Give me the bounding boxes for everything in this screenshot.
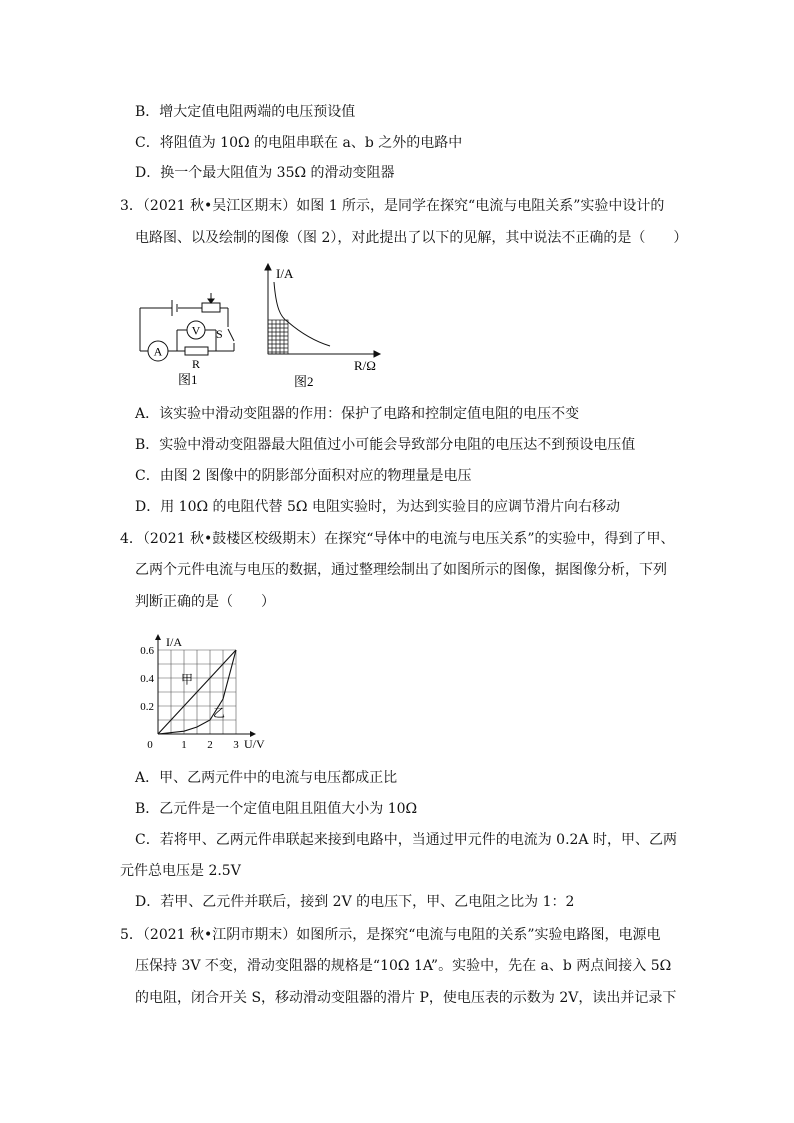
resistor-label: R: [192, 357, 201, 371]
q4-option-b: B．乙元件是一个定值电阻且阻值大小为 10Ω: [135, 801, 418, 817]
q5-stem-line1: 5．（2021 秋•江阴市期末）如图所示，是探究“电流与电阻的关系”实验电路图，电源电: [120, 927, 661, 943]
switch-lever: [228, 329, 234, 341]
q3-option-c: C．由图 2 图像中的阴影部分面积对应的物理量是电压: [135, 468, 472, 484]
q3-stem-line2: 电路图、以及绘制的图像（图 2），对此提出了以下的见解，其中说法不正确的是（ ）: [135, 230, 688, 246]
rheostat: [202, 303, 220, 312]
q4-iu-chart: [138, 622, 278, 752]
y-axis-arrow: [155, 634, 161, 640]
q3-option-b: B．实验中滑动变阻器最大阻值过小可能会导致部分电阻的电压达不到预设电压值: [135, 437, 636, 453]
resistor-r: [185, 347, 208, 355]
q3-figure2-graph: [262, 262, 387, 390]
figure2-y-label: I/A: [276, 266, 294, 281]
series-label-jia: 甲: [181, 672, 194, 687]
x-axis-label: U/V: [244, 737, 265, 751]
x-tick-label: 1: [181, 739, 187, 751]
shaded-area: [268, 320, 288, 354]
series-label-yi: 乙: [213, 706, 226, 721]
figure1-caption: 图1: [178, 372, 198, 387]
q4-stem-line2: 乙两个元件电流与电压的数据，通过整理绘制出了如图所示的图像，据图像分析，下列: [135, 562, 667, 578]
q4-option-d: D．若甲、乙元件并联后，接到 2V 的电压下，甲、乙电阻之比为 1：2: [135, 894, 575, 910]
y-tick-label: 0.4: [140, 673, 154, 685]
q3-figure1-circuit: [130, 285, 250, 390]
q5-stem-line3: 的电阻，闭合开关 S，移动滑动变阻器的滑片 P，使电压表的示数为 2V，读出并记录下: [135, 990, 677, 1006]
figure2-x-label: R/Ω: [354, 358, 376, 373]
q3-option-a: A．该实验中滑动变阻器的作用：保护了电路和控制定值电阻的电压不变: [135, 406, 580, 422]
x-tick-label: 2: [207, 739, 213, 751]
q5-stem-line2: 压保持 3V 不变，滑动变阻器的规格是“10Ω 1A”。实验中，先在 a、b 两点间接入 5Ω: [135, 958, 672, 974]
i-r-curve: [274, 282, 330, 346]
x-tick-label: 0: [147, 739, 153, 751]
y-tick-label: 0.2: [140, 701, 154, 713]
y-axis-label: I/A: [166, 635, 182, 649]
q4-stem-line3: 判断正确的是（ ）: [135, 594, 275, 610]
q3-option-d: D．用 10Ω 的电阻代替 5Ω 电阻实验时，为达到实验目的应调节滑片向右移动: [135, 499, 620, 515]
switch-label: S: [216, 327, 223, 341]
figure2-caption: 图2: [294, 374, 314, 389]
q2-option-c: C．将阻值为 10Ω 的电阻串联在 a、b 之外的电路中: [135, 135, 463, 151]
voltmeter-label: V: [191, 323, 201, 338]
q4-option-a: A．甲、乙两元件中的电流与电压都成正比: [135, 770, 398, 786]
q3-stem-line1: 3．（2021 秋•吴江区期末）如图 1 所示，是同学在探究“电流与电阻关系”实验中设计的: [120, 198, 665, 214]
q2-option-d: D．换一个最大阻值为 35Ω 的滑动变阻器: [135, 165, 395, 181]
q2-option-b: B．增大定值电阻两端的电压预设值: [135, 104, 356, 120]
y-tick-label: 0.6: [140, 645, 154, 657]
q4-stem-line1: 4．（2021 秋•鼓楼区校级期末）在探究“导体中的电流与电压关系”的实验中，得到了甲、: [120, 531, 675, 547]
q4-option-c-line1: C．若将甲、乙两元件串联起来接到电路中，当通过甲元件的电流为 0.2A 时，甲、乙两: [135, 832, 677, 848]
q4-option-c-line2: 元件总电压是 2.5V: [120, 863, 241, 879]
ammeter-label: A: [153, 344, 163, 359]
x-tick-label: 3: [233, 739, 239, 751]
